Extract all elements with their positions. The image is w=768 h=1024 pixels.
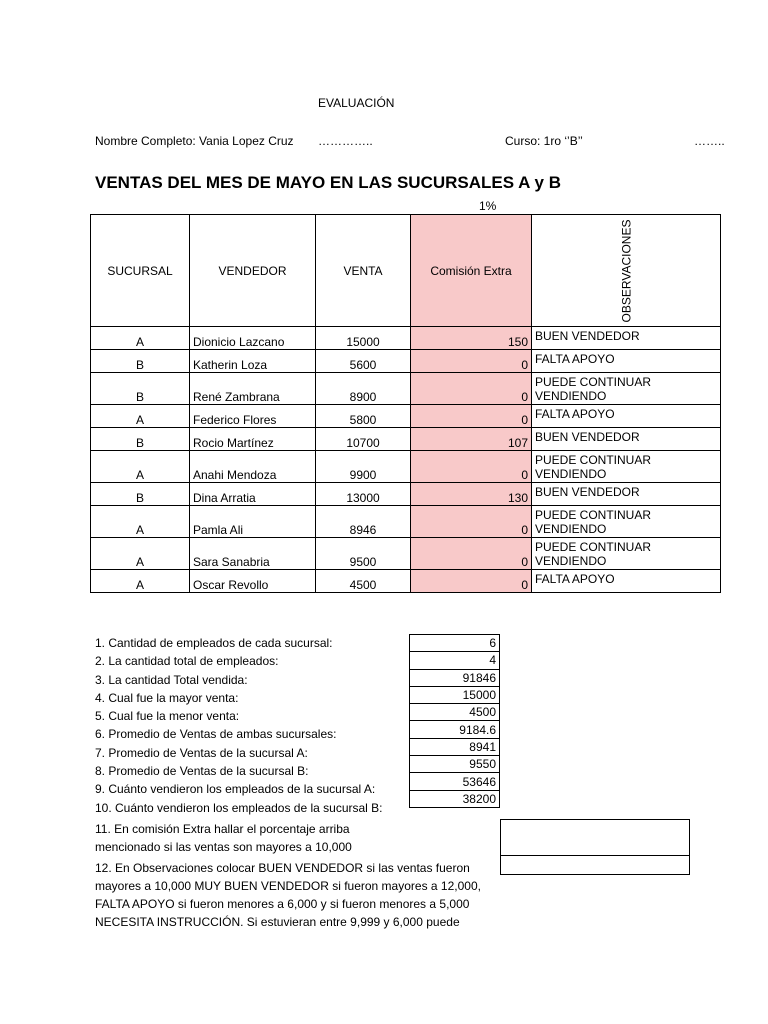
answer-row — [410, 635, 500, 652]
cell-comision: 0 — [411, 506, 532, 538]
cell-sucursal: A — [91, 451, 190, 483]
cell-observacion: BUEN VENDEDOR — [532, 428, 721, 451]
cell-vendedor: Oscar Revollo — [190, 570, 316, 593]
cell-comision: 0 — [411, 373, 532, 405]
cell-observacion: PUEDE CONTINUAR VENDIENDO — [532, 451, 721, 483]
header-vendedor: VENDEDOR — [190, 215, 316, 327]
question-2: 2. La cantidad total de empleados: — [95, 654, 279, 669]
table-row — [91, 570, 721, 593]
question-6: 6. Promedio de Ventas de ambas sucursales: — [95, 727, 337, 742]
question-5: 5. Cual fue la menor venta: — [95, 709, 240, 724]
cell-observacion: BUEN VENDEDOR — [532, 327, 721, 350]
course-label: Curso: 1ro ‘’B’’ — [505, 134, 583, 148]
name-dots: ………….. — [318, 134, 373, 148]
cell-sucursal: A — [91, 405, 190, 428]
observaciones-vertical-label: OBSERVACIONES — [618, 219, 633, 322]
cell-vendedor: René Zambrana — [190, 373, 316, 405]
answer-cell-2[interactable]: 4 — [410, 652, 500, 669]
header-sucursal: SUCURSAL — [91, 215, 190, 327]
cell-comision: 0 — [411, 405, 532, 428]
cell-vendedor: Sara Sanabria — [190, 538, 316, 570]
answer-row — [410, 652, 500, 669]
cell-sucursal: A — [91, 538, 190, 570]
question-11: 11. En comisión Extra hallar el porcentaje arriba mencionado si las ventas son mayores a 10,000 — [95, 822, 352, 854]
cell-observacion: PUEDE CONTINUAR VENDIENDO — [532, 373, 721, 405]
answer-cell-1[interactable]: 6 — [410, 635, 500, 652]
answer-cell-3[interactable]: 91846 — [410, 669, 500, 686]
table-row — [91, 483, 721, 506]
answer-boxes — [500, 819, 690, 875]
cell-vendedor: Anahi Mendoza — [190, 451, 316, 483]
answer-cell-6[interactable]: 9184.6 — [410, 721, 500, 738]
table-row — [91, 451, 721, 483]
answer-row — [410, 790, 500, 807]
answer-row — [410, 721, 500, 738]
answer-row — [410, 756, 500, 773]
cell-sucursal: B — [91, 373, 190, 405]
table-row — [91, 405, 721, 428]
table-row — [91, 350, 721, 373]
cell-sucursal: B — [91, 350, 190, 373]
header-venta: VENTA — [316, 215, 411, 327]
cell-comision: 107 — [411, 428, 532, 451]
cell-vendedor: Dionicio Lazcano — [190, 327, 316, 350]
student-name: Nombre Completo: Vania Lopez Cruz — [95, 134, 294, 148]
cell-venta: 5600 — [316, 350, 411, 373]
cell-comision: 0 — [411, 451, 532, 483]
question-8: 8. Promedio de Ventas de la sucursal B: — [95, 764, 309, 779]
question-1: 1. Cantidad de empleados de cada sucursal: — [95, 636, 333, 650]
answer-cell-9[interactable]: 53646 — [410, 773, 500, 790]
question-10: 10. Cuánto vendieron los empleados de la sucursal B: — [95, 800, 383, 815]
cell-observacion: FALTA APOYO — [532, 405, 721, 428]
answer-cell-8[interactable]: 9550 — [410, 756, 500, 773]
answer-row — [410, 704, 500, 721]
header-observaciones — [532, 215, 721, 327]
cell-vendedor: Federico Flores — [190, 405, 316, 428]
answer-row — [410, 773, 500, 790]
cell-venta: 8946 — [316, 506, 411, 538]
cell-venta: 5800 — [316, 405, 411, 428]
table-row — [91, 327, 721, 350]
sales-table — [90, 214, 721, 593]
cell-venta: 13000 — [316, 483, 411, 506]
cell-venta: 9500 — [316, 538, 411, 570]
question-9: 9. Cuánto vendieron los empleados de la sucursal A: — [95, 782, 376, 797]
cell-venta: 9900 — [316, 451, 411, 483]
cell-comision: 0 — [411, 350, 532, 373]
answer-column — [409, 634, 500, 808]
answer-box-12[interactable] — [500, 856, 690, 875]
answer-cell-7[interactable]: 8941 — [410, 738, 500, 755]
answer-row — [410, 686, 500, 703]
cell-comision: 150 — [411, 327, 532, 350]
cell-vendedor: Pamla Ali — [190, 506, 316, 538]
cell-observacion: PUEDE CONTINUAR VENDIENDO — [532, 538, 721, 570]
cell-sucursal: A — [91, 506, 190, 538]
cell-sucursal: B — [91, 428, 190, 451]
page-title: VENTAS DEL MES DE MAYO EN LAS SUCURSALES A y B — [95, 173, 561, 192]
header-comision: Comisión Extra — [411, 215, 532, 327]
cell-comision: 0 — [411, 538, 532, 570]
answer-box-11[interactable] — [500, 819, 690, 856]
table-body — [91, 327, 721, 593]
answer-cell-10[interactable]: 38200 — [410, 790, 500, 807]
answer-cell-4[interactable]: 15000 — [410, 686, 500, 703]
cell-sucursal: A — [91, 570, 190, 593]
course-dots: …….. — [694, 134, 725, 148]
percent-value: 1% — [479, 199, 497, 213]
question-3: 3. La cantidad Total vendida: — [95, 672, 248, 687]
table-row — [91, 373, 721, 405]
question-12: 12. En Observaciones colocar BUEN VENDEDOR si las ventas fueron mayores a 10,000 MUY BUEN VENDEDOR si fueron mayores a 12,000, FALTA APOYO si fueron menores a 6,000 y si fueron menores a 5,000 NECESITA INSTRUCCIÓN. Si estuvieran entre 9,999 y 6,000 puede — [95, 861, 481, 929]
question-4: 4. Cual fue la mayor venta: — [95, 690, 239, 705]
cell-venta: 8900 — [316, 373, 411, 405]
cell-venta: 10700 — [316, 428, 411, 451]
table-header-row — [91, 215, 721, 327]
cell-sucursal: A — [91, 327, 190, 350]
cell-vendedor: Rocio Martínez — [190, 428, 316, 451]
cell-vendedor: Katherin Loza — [190, 350, 316, 373]
cell-comision: 0 — [411, 570, 532, 593]
cell-venta: 4500 — [316, 570, 411, 593]
cell-observacion: PUEDE CONTINUAR VENDIENDO — [532, 506, 721, 538]
cell-comision: 130 — [411, 483, 532, 506]
table-row — [91, 428, 721, 451]
cell-observacion: BUEN VENDEDOR — [532, 483, 721, 506]
answer-cell-5[interactable]: 4500 — [410, 704, 500, 721]
question-list — [95, 634, 383, 817]
cell-observacion: FALTA APOYO — [532, 350, 721, 373]
cell-observacion: FALTA APOYO — [532, 570, 721, 593]
question-7: 7. Promedio de Ventas de la sucursal A: — [95, 745, 308, 760]
table-row — [91, 538, 721, 570]
cell-vendedor: Dina Arratia — [190, 483, 316, 506]
table-row — [91, 506, 721, 538]
cell-venta: 15000 — [316, 327, 411, 350]
answer-row — [410, 669, 500, 686]
cell-sucursal: B — [91, 483, 190, 506]
evaluation-heading: EVALUACIÓN — [318, 96, 395, 110]
answer-row — [410, 738, 500, 755]
